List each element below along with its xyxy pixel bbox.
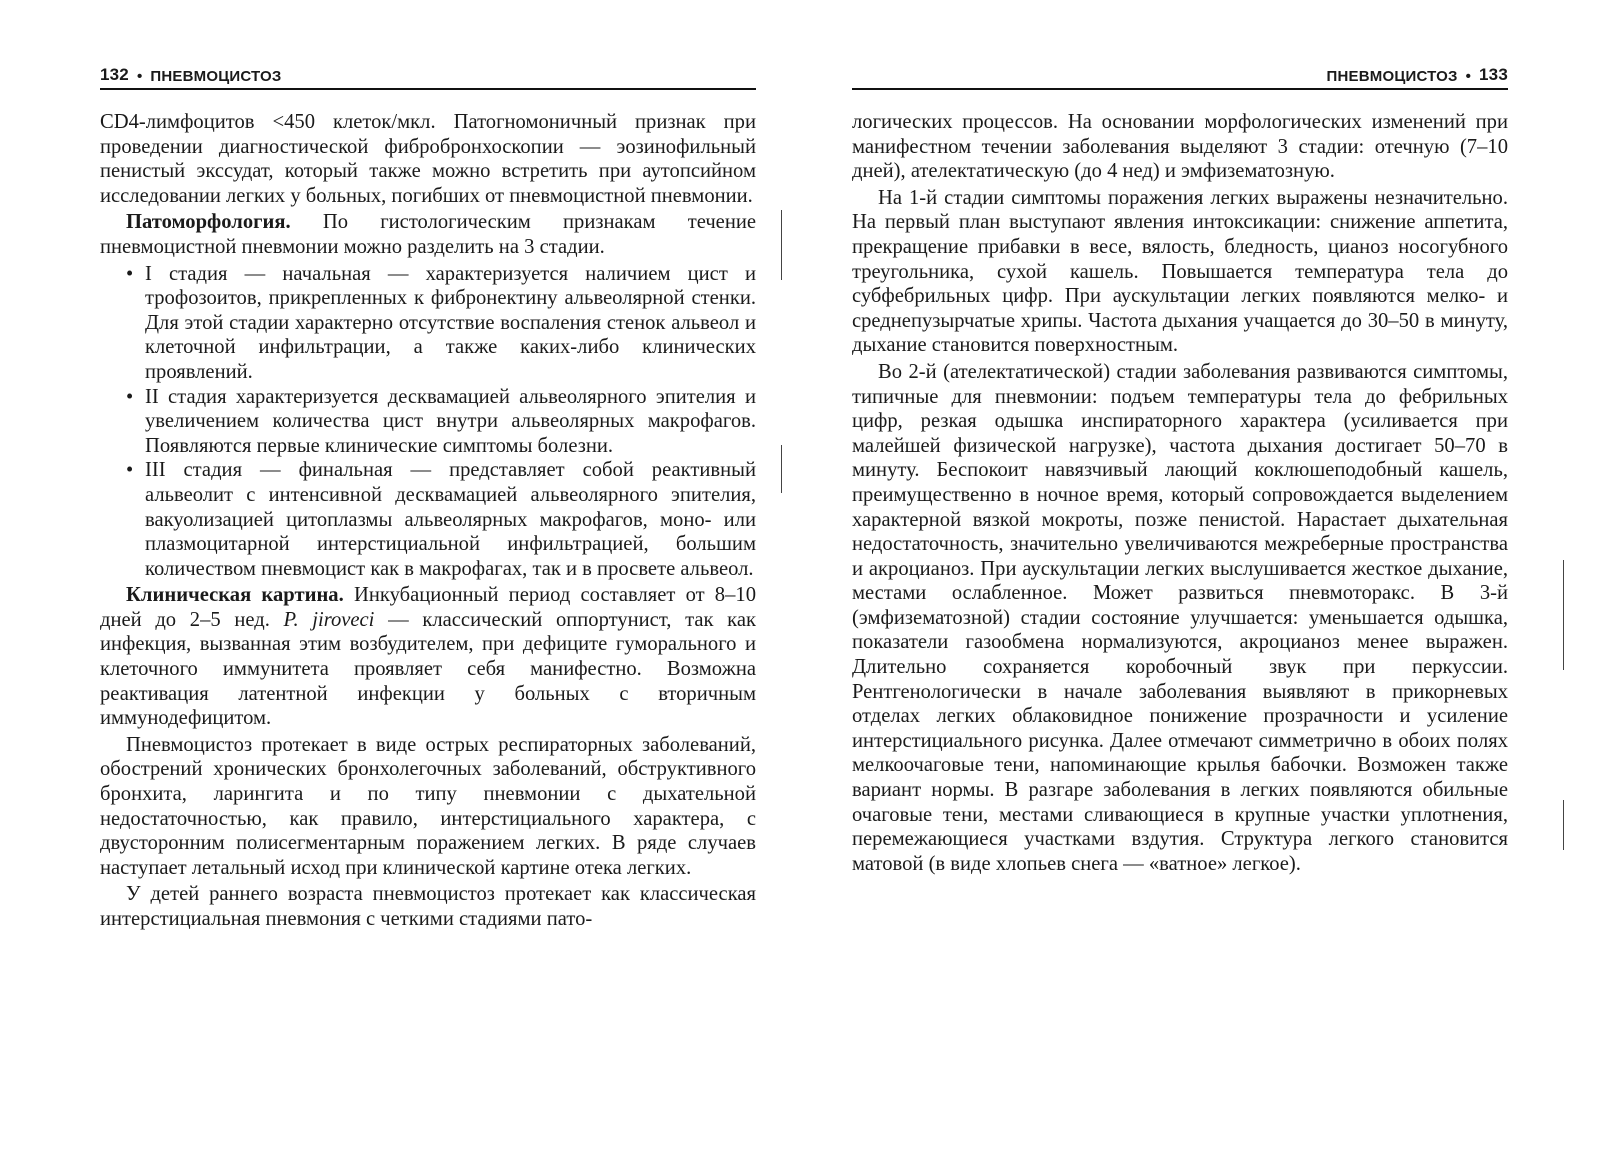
running-title: ПНЕВМОЦИСТОЗ — [150, 68, 282, 85]
list-item: • I стадия — начальная — характеризуется наличием цист и трофозоитов, прикрепленных к фибронектину альвеолярной стенки. Для этой стадии характерно отсутствие воспаления стенок альвеол и клеточной инфильтрации, а также каких-либо клинических проявлений. — [100, 262, 756, 385]
species-name: P. jiroveci — [283, 608, 375, 631]
paragraph: На 1-й стадии симптомы поражения легких выражены незначительно. На первый план выступают явления интоксикации: снижение аппетита, прекращение прибавки в весе, вялость, бледность, цианоз носогубного треугольника, сухой кашель. Повышается температура тела до субфебрильных цифр. При аускультации легких появляются мелко- и среднепузырчатые хрипы. Частота дыхания учащается до 30–50 в минуту, дыхание становится поверхностным. — [852, 186, 1508, 357]
list-item: • II стадия характеризуется десквамацией альвеолярного эпителия и увеличением количества цист внутри альвеолярных макрофагов. Появляются первые клинические симптомы болезни. — [100, 385, 756, 459]
gutter-mark-2 — [781, 445, 782, 493]
edge-mark-right — [1563, 560, 1564, 670]
right-body-text — [852, 110, 1508, 878]
right-running-head — [852, 66, 1508, 90]
section-heading: Патоморфология. — [126, 211, 291, 234]
left-running-head — [100, 66, 756, 90]
paragraph: Во 2-й (ателектатической) стадии заболевания развиваются симптомы, типичные для пневмонии: подъем температуры тела до фебрильных цифр, резкая одышка инспираторного характера (усиливается при малейшей физической нагрузке), частота дыхания достигает 50–70 в минуту. Беспокоит навязчивый лающий коклюшеподобный кашель, преимущественно в ночное время, который сопровождается выделением характерной вязкой мокроты, позже пенистой. Нарастает дыхательная недостаточность, значительно увеличиваются межреберные пространства и акроцианоз. При аускультации легких выслушивается жесткое дыхание, местами ослабленное. Может развиться пневмоторакс. В 3-й (эмфизематозной) стадии состояние улучшается: уменьшается одышка, показатели газообмена нормализуются, акроцианоз менее выражен. Длительно сохраняется коробочный звук при перкуссии. Рентгенологически в начале заболевания выявляют в прикорневых отделах легких облаковидное понижение прозрачности и усиление интерстициального рисунка. Далее отмечают симметрично в обоих полях мелкоочаговые тени, напоминающие крылья бабочки. Возможен также вариант нормы. В разгаре заболевания в легких появляются обильные очаговые тени, местами сливающиеся в крупные участки уплотнения, перемежающиеся участками вздутия. Структура легкого становится матовой (в виде хлопьев снега — «ватное» легкое). — [852, 360, 1508, 875]
paragraph: CD4-лимфоцитов <450 клеток/мкл. Патогномоничный признак при проведении диагностической фибробронхоскопии — эозинофильный пенистый экссудат, который также можно встретить при аутопсийном исследовании легких у больных, погибших от пневмоцистной пневмонии. — [100, 111, 756, 207]
running-title: ПНЕВМОЦИСТОЗ — [1326, 68, 1458, 85]
gutter-mark-1 — [781, 210, 782, 280]
paragraph: Пневмоцистоз протекает в виде острых респираторных заболеваний, обострений хронических бронхолегочных заболеваний, обструктивного бронхита, ларингита и по типу пневмонии с дыхательной недостаточностью, как правило, интерстициального характера, с двусторонним полисегментарным поражением легких. В ряде случаев наступает летальный исход при клинической картине отека легких. — [100, 733, 756, 879]
page-number: 132 — [100, 65, 129, 84]
page-number: 133 — [1479, 65, 1508, 84]
pathomorphology-paragraph — [100, 210, 756, 259]
stages-list — [100, 262, 756, 582]
clinical-paragraph — [100, 583, 756, 731]
paragraph: логических процессов. На основании морфологических изменений при манифестном течении заболевания выделяют 3 стадии: отечную (7–10 дней), ателектатическую (до 4 нед) и эмфизематозную. — [852, 111, 1508, 183]
paragraph-text: По гистологическим признакам течение пневмоцистной пневмонии можно разделить на 3 стадии. — [100, 211, 756, 258]
paragraph: У детей раннего возраста пневмоцистоз протекает как классическая интерстициальная пневмония с четкими стадиями пато- — [100, 883, 756, 930]
paragraph-text: Инкубационный период составляет от 8–10 дней до 2–5 нед. — [100, 584, 756, 631]
paragraph-text: — классический оппортунист, так как инфекция, вызванная этим возбудителем, при дефиците гуморального и клеточного иммунитета проявляет себя манифестно. Возможна реактивация латентной инфекции у больных с вторичным иммунодефицитом. — [100, 608, 757, 730]
list-item: • III стадия — финальная — представляет собой реактивный альвеолит с интенсивной десквамацией альвеолярного эпителия, вакуолизацией цитоплазмы альвеолярных макрофагов, моно- или плазмоцитарной интерстициальной инфильтрацией, большим количеством пневмоцист как в макрофагах, так и в просвете альвеол. — [100, 458, 756, 581]
header-bullet: • — [1465, 68, 1472, 85]
left-body-text — [100, 110, 756, 934]
edge-mark-right-2 — [1563, 800, 1564, 850]
section-heading: Клиническая картина. — [126, 584, 344, 607]
header-bullet: • — [136, 68, 143, 85]
